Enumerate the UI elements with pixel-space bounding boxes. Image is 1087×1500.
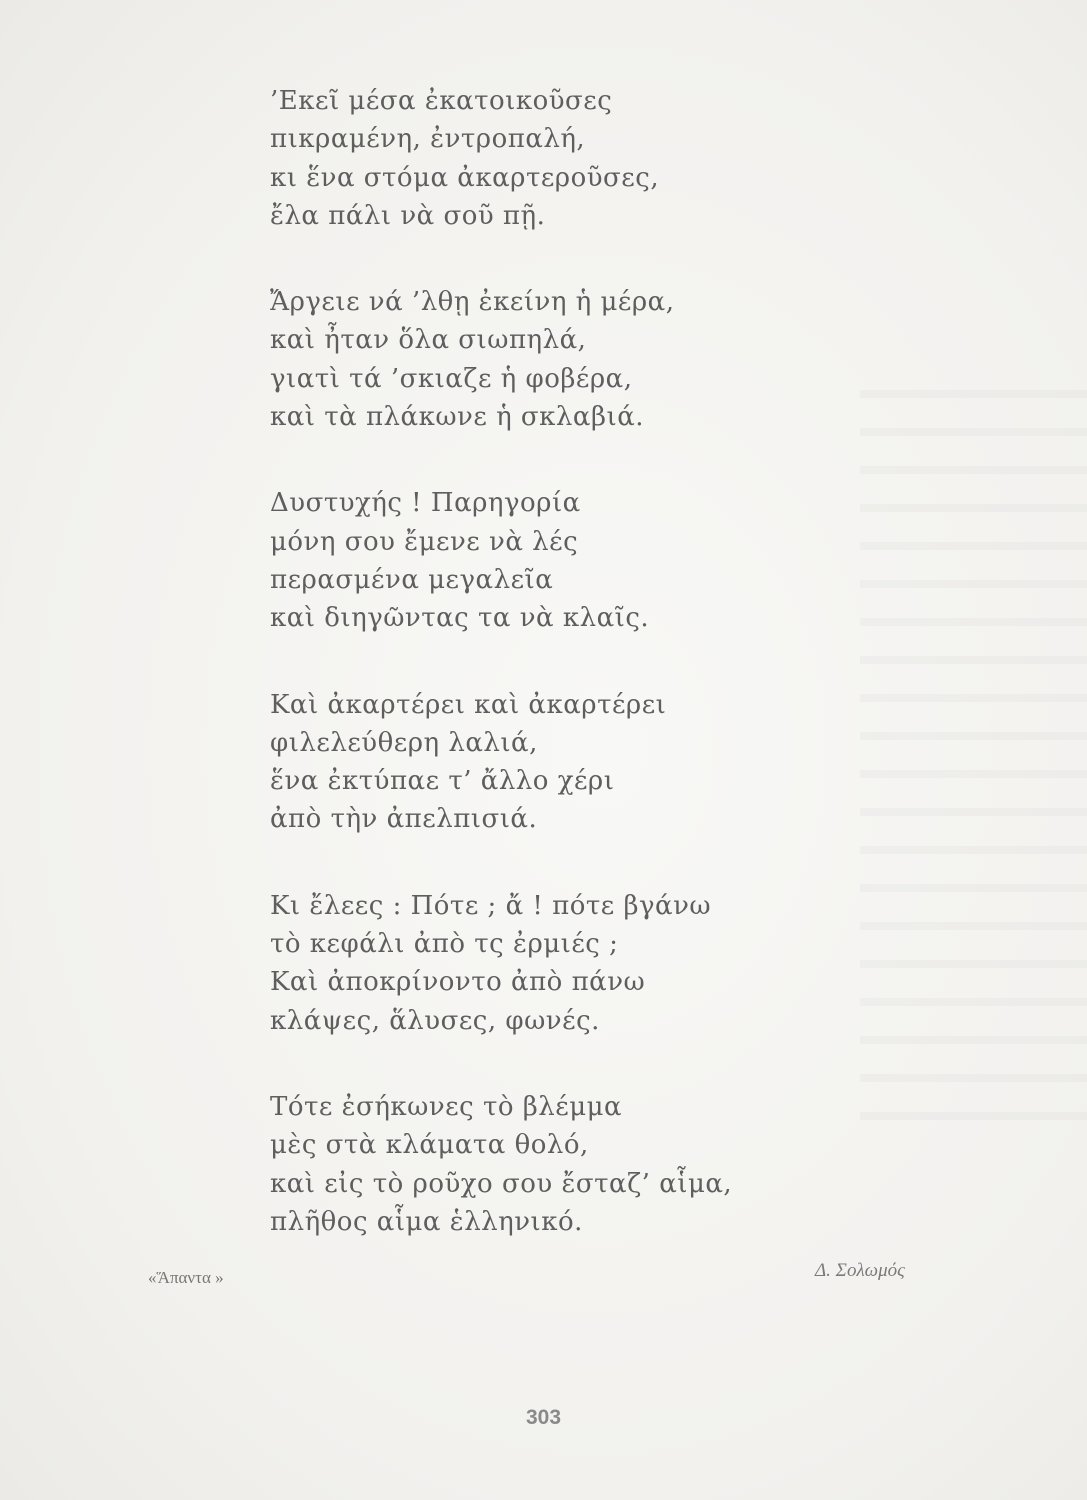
poem-line: πλῆθος αἷμα ἑλληνικό.	[270, 1206, 583, 1237]
stanza-3	[270, 484, 790, 637]
stanza-1	[270, 82, 790, 235]
poem-line: Καὶ ἀποκρίνοντο ἀπὸ πάνω	[270, 967, 646, 998]
poem-line: ἔλα πάλι νὰ σοῦ πῇ.	[270, 200, 546, 231]
poem-line: μὲς στὰ κλάματα θολό,	[270, 1130, 589, 1161]
poem-line: Δυστυχής ! Παρηγορία	[270, 488, 581, 519]
stanza-5	[270, 887, 790, 1040]
poem-line: καὶ εἰς τὸ ροῦχο σου ἔσταζ’ αἷμα,	[270, 1168, 733, 1199]
author-attribution: Δ. Σολωμός	[815, 1260, 905, 1281]
poem-line: Τότε ἐσήκωνες τὸ βλέμμα	[270, 1091, 623, 1122]
poem-line: καὶ διηγῶντας τα νὰ κλαῖς.	[270, 603, 650, 634]
poem-line: Καὶ ἀκαρτέρει καὶ ἀκαρτέρει	[270, 689, 667, 720]
poem	[270, 82, 790, 1289]
poem-line: πικραμένη, ἐντροπαλή,	[270, 124, 586, 155]
poem-line: τὸ κεφάλι ἀπὸ τς ἐρμιές ;	[270, 929, 619, 960]
poem-line: καὶ ἦταν ὅλα σιωπηλά,	[270, 325, 587, 356]
stanza-2	[270, 283, 790, 436]
poem-line: κλάψες, ἅλυσες, φωνές.	[270, 1005, 600, 1036]
stanza-6	[270, 1088, 790, 1241]
poem-line: Ἄργειε νά ’λθῃ ἐκείνη ἡ μέρα,	[270, 287, 675, 318]
poem-line: περασμένα μεγαλεῖα	[270, 564, 554, 595]
poem-line: ἕνα ἐκτύπαε τ’ ἄλλο χέρι	[270, 766, 615, 797]
stanza-4	[270, 686, 790, 839]
poem-line: μόνη σου ἔμενε νὰ λές	[270, 526, 579, 557]
page-number: 303	[525, 1406, 562, 1429]
poem-line: Κι ἔλεες : Πότε ; ἄ ! πότε βγάνω	[270, 890, 712, 921]
poem-line: ἀπὸ τὴν ἀπελπισιά.	[270, 804, 538, 835]
source-citation: «Ἅπαντα »	[148, 1268, 224, 1287]
poem-line: ’Εκεῖ μέσα ἐκατοικοῦσες	[270, 86, 613, 116]
poem-line: κι ἕνα στόμα ἀκαρτεροῦσες,	[270, 162, 660, 193]
poem-line: καὶ τὰ πλάκωνε ἡ σκλαβιά.	[270, 402, 645, 433]
bleed-through-shadow	[860, 360, 1087, 1120]
poem-line: γιατὶ τά ’σκιαζε ἡ φοβέρα,	[270, 363, 633, 394]
poem-line: φιλελεύθερη λαλιά,	[270, 727, 538, 758]
